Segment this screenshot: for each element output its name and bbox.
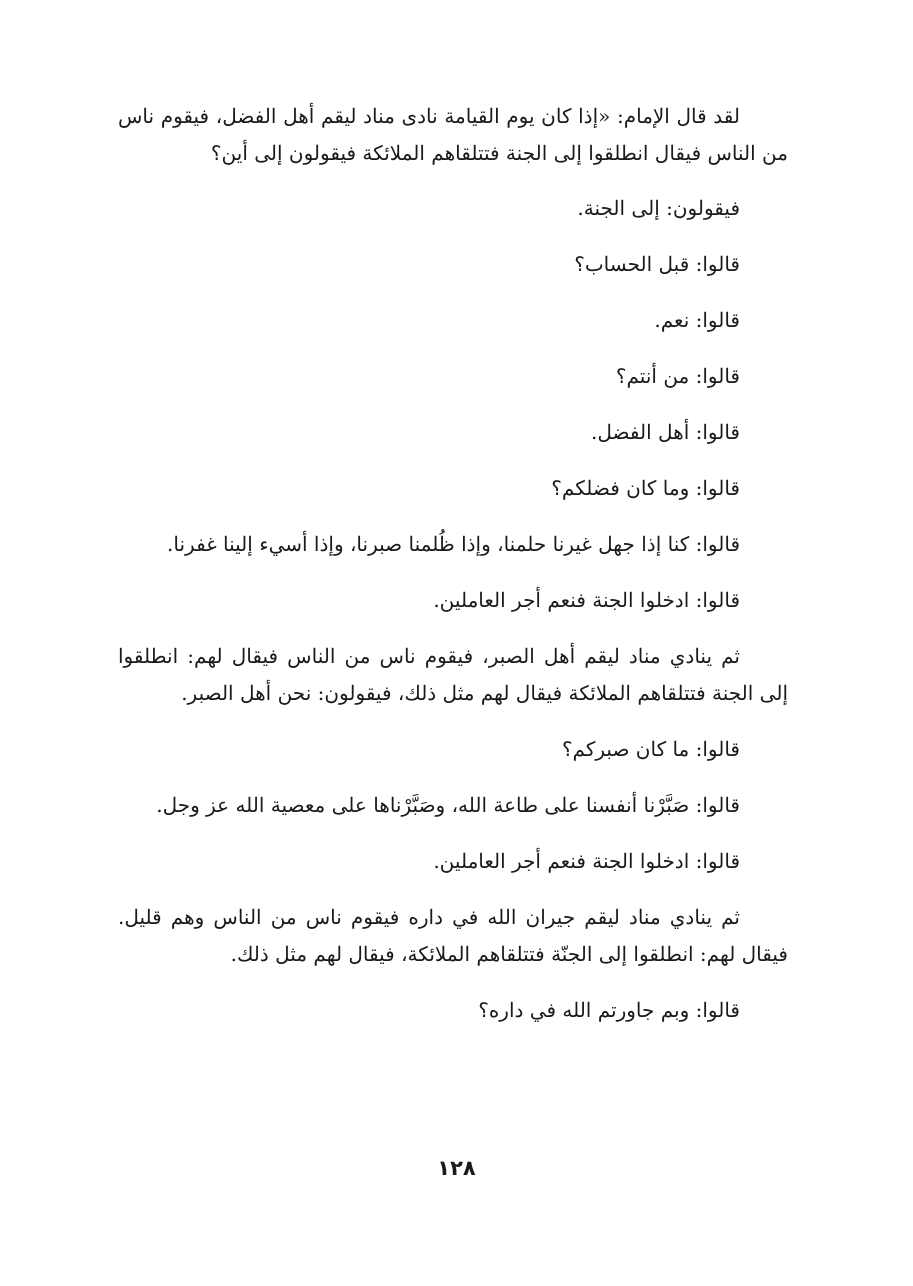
narration-paragraph: ثم ينادي مناد ليقم جيران الله في داره فيقوم ناس من الناس وهم قليل. فيقال لهم: انطلقوا إلى الجنّة فتتلقاهم الملائكة، فيقال لهم مثل ذلك. [118, 905, 788, 966]
dialogue-line: قالوا: صَبَّرْنا أنفسنا على طاعة الله، وصَبَّرْناها على معصية الله عز وجل. [156, 793, 740, 817]
dialogue-paragraph: قالوا: كنا إذا جهل غيرنا حلمنا، وإذا ظُلمنا صبرنا، وإذا أسيء إلينا غفرنا. [167, 532, 740, 556]
narration-paragraph: ثم ينادي مناد ليقم أهل الصبر، فيقوم ناس من الناس فيقال لهم: انطلقوا إلى الجنة فتتلقاهم الملائكة فيقال لهم مثل ذلك، فيقولون: نحن أهل الصبر. [118, 644, 788, 705]
dialogue-line: فيقولون: إلى الجنة. [577, 196, 740, 220]
dialogue-line: قالوا: ادخلوا الجنة فنعم أجر العاملين. [433, 849, 740, 873]
paragraph-intro: لقد قال الإمام: «إذا كان يوم القيامة نادى مناد ليقم أهل الفضل، فيقوم ناس من الناس فيقال انطلقوا إلى الجنة فتتلقاهم الملائكة فيقولون إلى أين؟ [118, 104, 788, 165]
dialogue-line: قالوا: نعم. [654, 308, 740, 332]
dialogue-line: قالوا: وبم جاورتم الله في داره؟ [478, 998, 740, 1022]
dialogue-line: قالوا: أهل الفضل. [591, 420, 740, 444]
dialogue-line: قالوا: من أنتم؟ [615, 364, 740, 388]
dialogue-line: قالوا: ما كان صبركم؟ [561, 737, 740, 761]
page-body [118, 98, 788, 1029]
dialogue-line: قالوا: قبل الحساب؟ [574, 252, 740, 276]
dialogue-line: قالوا: وما كان فضلكم؟ [551, 476, 740, 500]
page-number: ١٢٨ [437, 1156, 476, 1180]
dialogue-line: قالوا: ادخلوا الجنة فنعم أجر العاملين. [433, 588, 740, 612]
